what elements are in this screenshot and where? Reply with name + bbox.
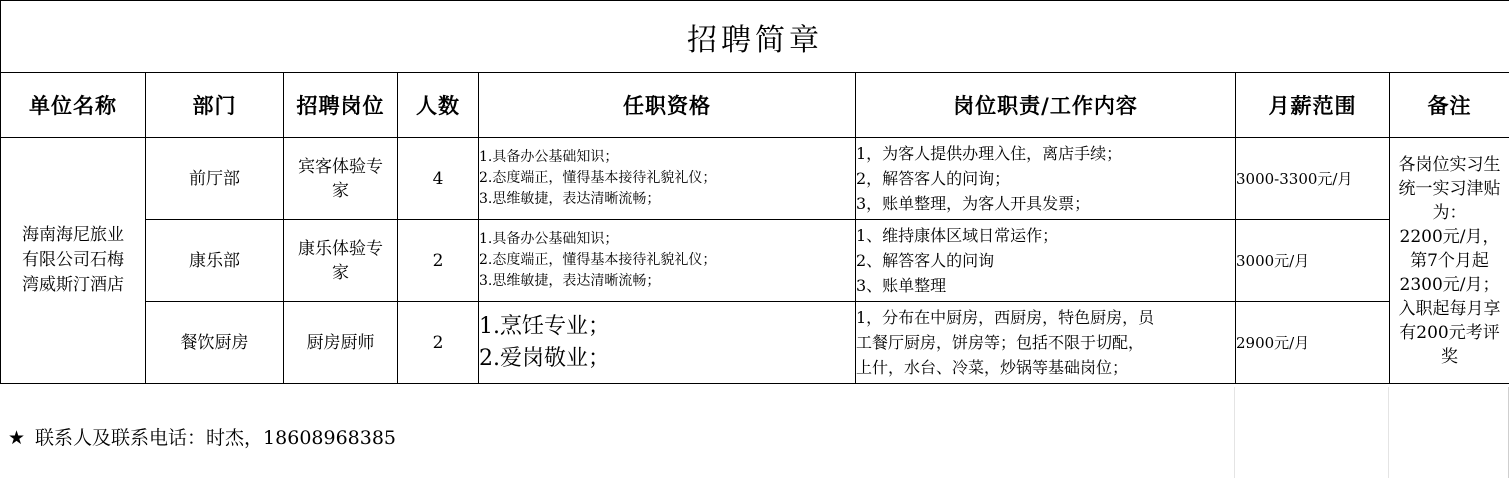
note-line: 统一实习津贴 [1398,178,1501,199]
qualification-line: 2.爱岗敬业； [479,345,610,371]
header-unit: 单位名称 [1,73,146,138]
note-line: 第7个月起 [1410,250,1489,271]
star-icon: ★ [8,427,26,449]
post-line: 家 [332,180,349,201]
qualification-line: 1.具备办公基础知识； [479,149,619,165]
post-line: 宾客体验专 [298,156,383,177]
duty-cell [856,302,1236,384]
unit-name-line: 有限公司石梅 [22,250,124,270]
salary-cell: 2900元/月 [1236,302,1390,384]
note-line: 2300元/月； [1399,274,1500,295]
note-line: 各岗位实习生 [1398,154,1501,175]
unit-name-cell [1,138,146,384]
duty-line: 工餐厅厨房，饼房等；包括不限于切配， [856,333,1145,352]
duty-line: 3、账单整理 [856,276,947,295]
header-note: 备注 [1390,73,1509,138]
duty-line: 3，账单整理，为客人开具发票； [856,194,1091,213]
qualification-cell [479,220,856,302]
header-salary: 月薪范围 [1236,73,1390,138]
header-count: 人数 [398,73,479,138]
salary-cell: 3000-3300元/月 [1236,138,1390,220]
note-line: 有200元考评 [1399,322,1500,343]
note-cell [1390,138,1509,384]
qualification-line: 1.烹饪专业； [479,313,610,339]
post-cell [284,220,398,302]
contact-line [8,423,396,450]
page-title: 招聘简章 [1,1,1509,73]
qualification-line: 3.思维敏捷，表达清晰流畅； [479,191,661,207]
post-cell [284,138,398,220]
dept-cell: 餐饮厨房 [146,302,284,384]
table-row [1,302,1509,384]
contact-area [0,387,1509,478]
salary-cell: 3000元/月 [1236,220,1390,302]
contact-text: 联系人及联系电话：时杰，18608968385 [35,427,397,449]
count-cell: 2 [398,220,479,302]
unit-name-line: 湾威斯汀酒店 [22,275,124,295]
dept-cell: 康乐部 [146,220,284,302]
duty-line: 1、维持康体区域日常运作； [856,226,1059,245]
qualification-line: 2.态度端正，懂得基本接待礼貌礼仪； [479,170,717,186]
count-cell: 4 [398,138,479,220]
unit-name-line: 海南海尼旅业 [22,225,124,245]
duty-cell [856,220,1236,302]
table-row [1,220,1509,302]
duty-line: 1，为客人提供办理入住，离店手续； [856,144,1123,163]
header-dept: 部门 [146,73,284,138]
duty-line: 1，分布在中厨房，西厨房，特色厨房，员 [856,308,1155,327]
note-line: 入职起每月享 [1398,298,1501,319]
duty-line: 2、解答客人的问询 [856,251,995,270]
header-duty: 岗位职责/工作内容 [856,73,1236,138]
header-post: 招聘岗位 [284,73,398,138]
qualification-cell [479,138,856,220]
post-line: 厨房厨师 [306,332,375,353]
note-line: 奖 [1441,346,1458,367]
post-line: 康乐体验专 [298,238,383,259]
header-row [1,73,1509,138]
qualification-line: 2.态度端正，懂得基本接待礼貌礼仪； [479,252,717,268]
note-line: 2200元/月， [1399,226,1500,247]
qualification-line: 3.思维敏捷，表达清晰流畅； [479,273,661,289]
qualification-line: 1.具备办公基础知识； [479,231,619,247]
post-cell [284,302,398,384]
duty-line: 2，解答客人的问询； [856,169,1011,188]
title-row [1,1,1509,73]
duty-cell [856,138,1236,220]
count-cell: 2 [398,302,479,384]
note-line: 为： [1432,202,1467,223]
header-qualification: 任职资格 [479,73,856,138]
table-row [1,138,1509,220]
qualification-cell [479,302,856,384]
post-line: 家 [332,262,349,283]
duty-line: 上什，水台、冷菜，炒锅等基础岗位； [856,358,1129,377]
dept-cell: 前厅部 [146,138,284,220]
